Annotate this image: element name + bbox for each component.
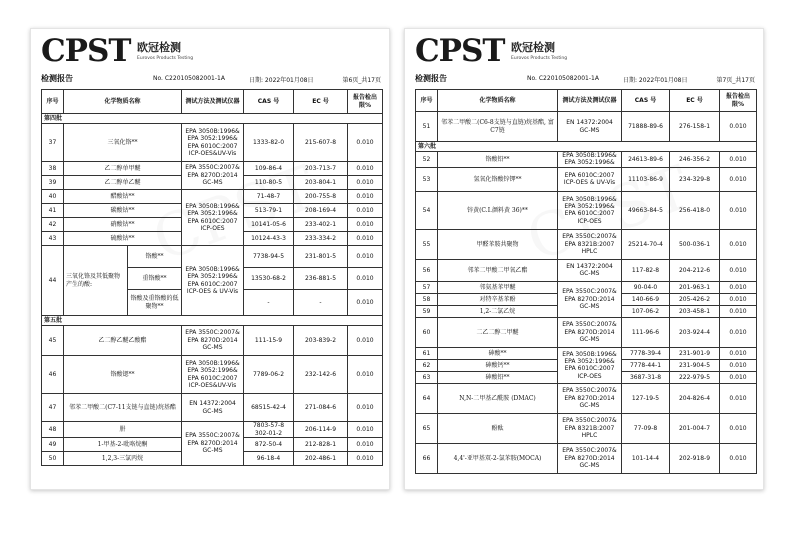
- table-cell: 41: [42, 204, 64, 218]
- table-cell: 0.010: [348, 422, 383, 438]
- table-cell: EPA 3550C:2007& EPA 8270D:2014 GC-MS: [182, 326, 244, 356]
- table-cell: 222-979-5: [670, 371, 720, 383]
- table-cell: 201-963-1: [670, 281, 720, 293]
- table-cell: 215-607-8: [294, 124, 348, 162]
- table-cell: 109-86-4: [244, 162, 294, 176]
- table-cell: 107-06-2: [622, 305, 670, 317]
- table-cell: 3687-31-8: [622, 371, 670, 383]
- table-cell: 铬酸**: [128, 246, 182, 268]
- table-cell: 二乙二醇二甲醚: [438, 317, 558, 347]
- col-cas: CAS 号: [244, 90, 294, 114]
- table-cell: 236-881-5: [294, 268, 348, 290]
- table-cell: 47: [42, 394, 64, 422]
- logo-cn: 欧冠检测: [511, 41, 555, 54]
- table-cell: 0.010: [348, 290, 383, 316]
- table-header-cell: 测试方法及测试仪器: [558, 90, 622, 112]
- table-cell: 54: [416, 191, 438, 229]
- table-cell: 200-755-8: [294, 190, 348, 204]
- table-cell: 0.010: [348, 232, 383, 246]
- table-cell: 231-901-9: [670, 347, 720, 359]
- table-row: [42, 124, 383, 162]
- table-row: [416, 317, 757, 347]
- table-cell: 66: [416, 443, 438, 473]
- table-cell: 13530-68-2: [244, 268, 294, 290]
- report-date: 日期: 2022年01月08日: [623, 77, 688, 84]
- report-meta: [41, 73, 381, 85]
- table-header-cell: CAS 号: [622, 90, 670, 112]
- table-cell: 256-418-0: [670, 191, 720, 229]
- col-ec: EC 号: [294, 90, 348, 114]
- table-cell: EN 14372:2004 GC-MS: [558, 112, 622, 142]
- table-cell: 0.010: [720, 152, 757, 168]
- table-row: [416, 413, 757, 443]
- logo-en: Eurovos Products Testing: [137, 56, 194, 61]
- table-cell: 0.010: [348, 246, 383, 268]
- substance-table: [41, 89, 383, 466]
- table-cell: 0.010: [720, 371, 757, 383]
- table-cell: 57: [416, 281, 438, 293]
- table-cell: 206-114-9: [294, 422, 348, 438]
- table-cell: 43: [42, 232, 64, 246]
- table-cell: 65: [416, 413, 438, 443]
- table-cell: 111-15-9: [244, 326, 294, 356]
- table-row: [42, 356, 383, 394]
- report-meta: [415, 73, 755, 85]
- table-cell: 202-918-9: [670, 443, 720, 473]
- table-row: [42, 394, 383, 422]
- table-cell: 0.010: [720, 229, 757, 259]
- table-cell: 三氧化铬**: [64, 124, 182, 162]
- table-cell: 203-713-7: [294, 162, 348, 176]
- table-cell: 233-402-1: [294, 218, 348, 232]
- report-date: 日期: 2022年01月08日: [249, 77, 314, 84]
- logo-en: Eurovos Products Testing: [511, 56, 568, 61]
- table-cell: 邻氨基苯甲醚: [438, 281, 558, 293]
- table-cell: 硝酸钴**: [64, 218, 182, 232]
- table-cell: 0.010: [348, 204, 383, 218]
- report-no: No. C220105082001-1A: [153, 75, 225, 82]
- table-cell: 276-158-1: [670, 112, 720, 142]
- table-cell: 第五批: [42, 316, 383, 326]
- batch-row: [42, 316, 383, 326]
- table-cell: 48: [42, 422, 64, 438]
- table-cell: 乙二醇单乙醚: [64, 176, 182, 190]
- substance-table: [415, 89, 757, 474]
- table-cell: 铬酸锶**: [64, 356, 182, 394]
- table-cell: 重铬酸**: [128, 268, 182, 290]
- table-cell: 铬酸铅**: [438, 152, 558, 168]
- table-cell: 0.010: [720, 293, 757, 305]
- table-cell: 271-084-6: [294, 394, 348, 422]
- page-number: 第6页_共17页: [342, 77, 381, 84]
- table-cell: 0.010: [720, 383, 757, 413]
- table-cell: 0.010: [348, 438, 383, 452]
- table-row: [416, 167, 757, 191]
- table-cell: 71888-89-6: [622, 112, 670, 142]
- table-cell: 212-828-1: [294, 438, 348, 452]
- table-cell: 110-80-5: [244, 176, 294, 190]
- table-cell: 39: [42, 176, 64, 190]
- table-cell: 10141-05-6: [244, 218, 294, 232]
- batch-row: [416, 142, 757, 152]
- table-cell: 7778-44-1: [622, 359, 670, 371]
- table-cell: 0.010: [720, 259, 757, 281]
- table-cell: 0.010: [348, 190, 383, 204]
- table-cell: 55: [416, 229, 438, 259]
- table-row: [416, 191, 757, 229]
- table-cell: 58: [416, 293, 438, 305]
- table-cell: 51: [416, 112, 438, 142]
- table-cell: 101-14-4: [622, 443, 670, 473]
- table-header: [416, 90, 757, 112]
- table-cell: 0.010: [348, 162, 383, 176]
- table-cell: 0.010: [720, 347, 757, 359]
- table-cell: 204-826-4: [670, 383, 720, 413]
- table-row: [416, 229, 757, 259]
- table-cell: 铬酸及重铬酸的低聚物**: [128, 290, 182, 316]
- table-cell: 1,2,3-三氯丙烷: [64, 452, 182, 466]
- table-cell: EPA 3550C:2007& EPA 8321B:2007 HPLC: [558, 413, 622, 443]
- table-row: [42, 422, 383, 438]
- table-cell: 邻苯二甲酸二(C7-11支链与直链)烷基酯: [64, 394, 182, 422]
- page-header: [415, 33, 755, 69]
- table-cell: 63: [416, 371, 438, 383]
- table-row: [416, 347, 757, 359]
- page-number: 第7页_共17页: [716, 77, 755, 84]
- table-cell: 205-426-2: [670, 293, 720, 305]
- table-cell: 0.010: [348, 452, 383, 466]
- table-cell: 乙二醇单甲醚: [64, 162, 182, 176]
- table-cell: 96-18-4: [244, 452, 294, 466]
- table-cell: 246-356-2: [670, 152, 720, 168]
- col-name: 化学物质名称: [64, 90, 182, 114]
- table-cell: 49663-84-5: [622, 191, 670, 229]
- table-cell: 4,4'-亚甲基双-2-氯苯胺(MOCA): [438, 443, 558, 473]
- table-cell: 40: [42, 190, 64, 204]
- table-cell: 127-19-5: [622, 383, 670, 413]
- table-cell: 232-142-6: [294, 356, 348, 394]
- table-cell: 513-79-1: [244, 204, 294, 218]
- table-cell: 203-458-1: [670, 305, 720, 317]
- table-cell: 59: [416, 305, 438, 317]
- table-cell: 0.010: [348, 356, 383, 394]
- table-cell: 61: [416, 347, 438, 359]
- table-cell: 68515-42-4: [244, 394, 294, 422]
- table-cell: 0.010: [720, 317, 757, 347]
- table-cell: 203-924-4: [670, 317, 720, 347]
- table-cell: 0.010: [720, 359, 757, 371]
- report-page-6: [30, 28, 390, 490]
- table-cell: 0.010: [720, 281, 757, 293]
- table-cell: 203-839-2: [294, 326, 348, 356]
- table-cell: 25214-70-4: [622, 229, 670, 259]
- table-cell: -: [294, 290, 348, 316]
- table-cell: 0.010: [348, 326, 383, 356]
- table-cell: 1333-82-0: [244, 124, 294, 162]
- table-header-cell: EC 号: [670, 90, 720, 112]
- table-cell: 0.010: [720, 305, 757, 317]
- table-row: [416, 443, 757, 473]
- table-cell: 64: [416, 383, 438, 413]
- table-row: [416, 152, 757, 168]
- table-cell: 140-66-9: [622, 293, 670, 305]
- table-cell: 233-334-2: [294, 232, 348, 246]
- table-cell: EPA 3550C:2007& EPA 8270D:2014 GC-MS: [558, 317, 622, 347]
- table-cell: EPA 3050B:1996& EPA 3052:1996& EPA 6010C:2007 ICP-OES & UV-Vis: [182, 246, 244, 316]
- table-cell: EN 14372:2004 GC-MS: [182, 394, 244, 422]
- table-cell: 38: [42, 162, 64, 176]
- table-cell: EPA 3050B:1996& EPA 3052:1996& EPA 6010C:2007 ICP-OES&UV-Vis: [182, 124, 244, 162]
- table-cell: 0.010: [348, 218, 383, 232]
- table-cell: EPA 3550C:2007& EPA 8270D:2014 GC-MS: [558, 383, 622, 413]
- table-cell: 204-212-6: [670, 259, 720, 281]
- table-cell: EPA 3050B:1996& EPA 3052:1996& EPA 6010C:2007 ICP-OES: [558, 191, 622, 229]
- table-cell: 锌黄(C.I.颜料黄 36)**: [438, 191, 558, 229]
- table-cell: 0.010: [720, 413, 757, 443]
- table-cell: EPA 3550C:2007& EPA 8270D:2014 GC-MS: [558, 443, 622, 473]
- table-cell: EPA 3050B:1996& EPA 3052:1996&: [558, 152, 622, 168]
- col-no: 序号: [42, 90, 64, 114]
- table-cell: 202-486-1: [294, 452, 348, 466]
- table-cell: 11103-86-9: [622, 167, 670, 191]
- table-cell: EN 14372:2004 GC-MS: [558, 259, 622, 281]
- table-cell: 208-169-4: [294, 204, 348, 218]
- table-cell: 碳酸钴**: [64, 204, 182, 218]
- table-cell: 1-甲基-2-吡咯烷酮: [64, 438, 182, 452]
- table-cell: -: [244, 290, 294, 316]
- table-row: [416, 281, 757, 293]
- table-header-cell: 化学物质名称: [438, 90, 558, 112]
- table-cell: 56: [416, 259, 438, 281]
- table-cell: 酚酞: [438, 413, 558, 443]
- table-cell: 氢氧化铬酸锌钾**: [438, 167, 558, 191]
- table-cell: 邻苯二甲酸二甲氧乙酯: [438, 259, 558, 281]
- table-cell: 201-004-7: [670, 413, 720, 443]
- table-cell: 62: [416, 359, 438, 371]
- table-cell: 0.010: [720, 167, 757, 191]
- table-cell: 1,2-二氯乙烷: [438, 305, 558, 317]
- table-cell: 500-036-1: [670, 229, 720, 259]
- report-no: No. C220105082001-1A: [527, 75, 599, 82]
- table-cell: 肼: [64, 422, 182, 438]
- table-row: [416, 259, 757, 281]
- cpst-logo: CPST: [415, 33, 505, 69]
- table-cell: 0.010: [348, 124, 383, 162]
- table-cell: 71-48-7: [244, 190, 294, 204]
- table-cell: EPA 3050B:1996& EPA 3052:1996& EPA 6010C:2007 ICP-OES: [558, 347, 622, 383]
- table-cell: 砷酸钙**: [438, 359, 558, 371]
- table-cell: 硫酸钴**: [64, 232, 182, 246]
- table-cell: 0.010: [720, 112, 757, 142]
- table-header: [42, 90, 383, 114]
- table-cell: 37: [42, 124, 64, 162]
- col-method: 测试方法及测试仪器: [182, 90, 244, 114]
- table-cell: EPA 3550C:2007& EPA 8270D:2014 GC-MS: [558, 281, 622, 317]
- table-cell: 90-04-0: [622, 281, 670, 293]
- table-cell: 第六批: [416, 142, 757, 152]
- report-page-7: [404, 28, 764, 490]
- table-cell: 52: [416, 152, 438, 168]
- table-cell: 203-804-1: [294, 176, 348, 190]
- report-title: 检测报告: [41, 73, 73, 83]
- table-cell: 10124-43-3: [244, 232, 294, 246]
- table-cell: 三氧化铬及其低聚物产生的酸:: [64, 246, 128, 316]
- table-cell: 甲醛苯胺共聚物: [438, 229, 558, 259]
- table-cell: 53: [416, 167, 438, 191]
- table-cell: 7789-06-2: [244, 356, 294, 394]
- table-row: [416, 383, 757, 413]
- table-cell: 42: [42, 218, 64, 232]
- cpst-logo: CPST: [41, 33, 131, 69]
- table-cell: EPA 3050B:1996& EPA 3052:1996& EPA 6010C:2007 ICP-OES: [182, 190, 244, 246]
- table-cell: 24613-89-6: [622, 152, 670, 168]
- table-row: [42, 190, 383, 204]
- table-cell: 砷酸**: [438, 347, 558, 359]
- logo-cn: 欧冠检测: [137, 41, 181, 54]
- table-cell: 44: [42, 246, 64, 316]
- table-cell: 50: [42, 452, 64, 466]
- table-cell: 0.010: [348, 176, 383, 190]
- table-cell: EPA 3050B:1996& EPA 3052:1996& EPA 6010C:2007 ICP-OES&UV-Vis: [182, 356, 244, 394]
- table-cell: 7803-57-8 302-01-2: [244, 422, 294, 438]
- table-cell: 0.010: [720, 191, 757, 229]
- batch-row: [42, 114, 383, 124]
- table-cell: 234-329-8: [670, 167, 720, 191]
- table-header-cell: 序号: [416, 90, 438, 112]
- table-row: [42, 162, 383, 176]
- table-cell: 醋酸钴**: [64, 190, 182, 204]
- table-cell: 0.010: [348, 394, 383, 422]
- table-cell: 49: [42, 438, 64, 452]
- table-cell: 872-50-4: [244, 438, 294, 452]
- table-cell: 0.010: [720, 443, 757, 473]
- table-cell: 7778-39-4: [622, 347, 670, 359]
- table-cell: 111-96-6: [622, 317, 670, 347]
- table-row: [42, 326, 383, 356]
- table-header-cell: 报告检出限%: [720, 90, 757, 112]
- table-cell: 117-82-8: [622, 259, 670, 281]
- table-cell: 邻苯二甲酸二(C6-8支链与直链)烷基酯, 富C7链: [438, 112, 558, 142]
- col-lod: 报告检出限%: [348, 90, 383, 114]
- page-header: [41, 33, 381, 69]
- table-row: [42, 246, 383, 268]
- table-cell: 46: [42, 356, 64, 394]
- table-cell: 231-801-5: [294, 246, 348, 268]
- table-cell: 乙二醇乙醚乙酸酯: [64, 326, 182, 356]
- table-cell: 60: [416, 317, 438, 347]
- table-cell: EPA 3550C:2007& EPA 8270D:2014 GC-MS: [182, 422, 244, 466]
- table-cell: N,N-二甲基乙酰胺 (DMAC): [438, 383, 558, 413]
- table-cell: 45: [42, 326, 64, 356]
- table-cell: 砷酸铅**: [438, 371, 558, 383]
- table-cell: 7738-94-5: [244, 246, 294, 268]
- table-cell: 77-09-8: [622, 413, 670, 443]
- table-cell: 对特辛基苯酚: [438, 293, 558, 305]
- table-cell: EPA 3550C:2007& EPA 8321B:2007 HPLC: [558, 229, 622, 259]
- table-cell: EPA 6010C:2007 ICP-OES & UV-Vis: [558, 167, 622, 191]
- report-title: 检测报告: [415, 73, 447, 83]
- table-cell: 231-904-5: [670, 359, 720, 371]
- table-cell: 0.010: [348, 268, 383, 290]
- table-row: [416, 112, 757, 142]
- table-cell: 第四批: [42, 114, 383, 124]
- table-cell: EPA 3550C:2007& EPA 8270D:2014 GC-MS: [182, 162, 244, 190]
